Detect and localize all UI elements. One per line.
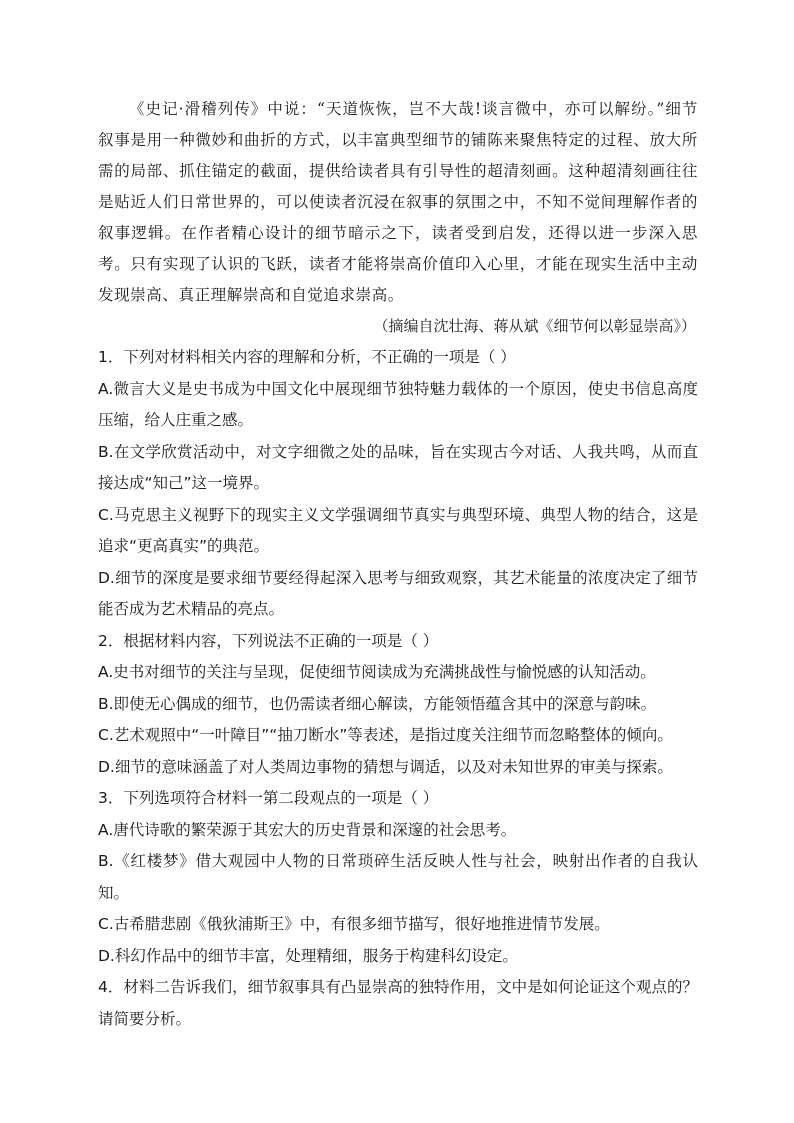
option-a: A.微言大义是史书成为中国文化中展现细节独特魅力载体的一个原因，使史书信息高度压缩，给人庄重之感。 (98, 379, 698, 429)
question-stem: 2．根据材料内容，下列说法不正确的一项是（ ） (98, 631, 439, 650)
option-c: C.古希腊悲剧《俄狄浦斯王》中，有很多细节描写，很好地推进情节发展。 (98, 915, 610, 933)
passage-source: （摘编自沈壮海、蒋从斌《细节何以彰显崇高》） (373, 317, 696, 335)
option-c: C.马克思主义视野下的现实主义文学强调细节真实与典型环境、典型人物的结合，这是追求“更高真实”的典范。 (98, 505, 698, 555)
question-2 (98, 626, 698, 784)
option-b: B.在文学欣赏活动中，对文字细微之处的品味，旨在实现古今对话、人我共鸣，从而直接达成“知己”这一境界。 (98, 442, 698, 492)
question-3 (98, 783, 698, 972)
option-a: A.唐代诗歌的繁荣源于其宏大的历史背景和深邃的社会思考。 (98, 820, 517, 839)
question-4 (98, 972, 698, 1035)
option-a: A.史书对细节的关注与呈现，促使细节阅读成为充满挑战性与愉悦感的认知活动。 (98, 663, 656, 681)
option-c: C.艺术观照中“一叶障目”“抽刀断水”等表述，是指过度关注细节而忽略整体的倾向。 (98, 726, 673, 744)
option-b: B.《红楼梦》借大观园中人物的日常琐碎生活反映人性与社会，映射出作者的自我认知。 (98, 852, 698, 902)
document-page (98, 94, 698, 1035)
option-d: D.细节的意味涵盖了对人类周边事物的猜想与调适，以及对未知世界的审美与探索。 (98, 757, 673, 776)
option-d: D.科幻作品中的细节丰富，处理精细，服务于构建科幻设定。 (98, 946, 518, 965)
option-d: D.细节的深度是要求细节要经得起深入思考与细致观察，其艺术能量的浓度决定了细节能否成为艺术精品的亮点。 (98, 568, 698, 618)
passage-paragraph: 《史记·滑稽列传》中说：“天道恢恢，岂不大哉!谈言微中，亦可以解纷。”细节叙事是用一种微妙和曲折的方式，以丰富典型细节的铺陈来聚焦特定的过程、放大所需的局部、抓住锚定的截面，提供给读者具有引导性的超清刻画。这种超清刻画往往是贴近人们日常世界的，可以使读者沉浸在叙事的氛围之中，不知不觉间理解作者的叙事逻辑。在作者精心设计的细节暗示之下，读者受到启发，还得以进一步深入思考。只有实现了认识的飞跃，读者才能将崇高价值印入心里，才能在现实生活中主动发现崇高、真正理解崇高和自觉追求崇高。 (98, 100, 698, 304)
question-stem: 1．下列对材料相关内容的理解和分析，不正确的一项是（ ） (98, 348, 516, 366)
question-stem: 3．下列选项符合材料一第二段观点的一项是（ ） (98, 789, 439, 807)
question-1 (98, 342, 698, 626)
option-b: B.即使无心偶成的细节，也仍需读者细心解读，方能领悟蕴含其中的深意与韵味。 (98, 694, 657, 713)
question-stem: 4．材料二告诉我们，细节叙事具有凸显崇高的独特作用，文中是如何论证这个观点的？请简要分析。 (98, 978, 698, 1028)
